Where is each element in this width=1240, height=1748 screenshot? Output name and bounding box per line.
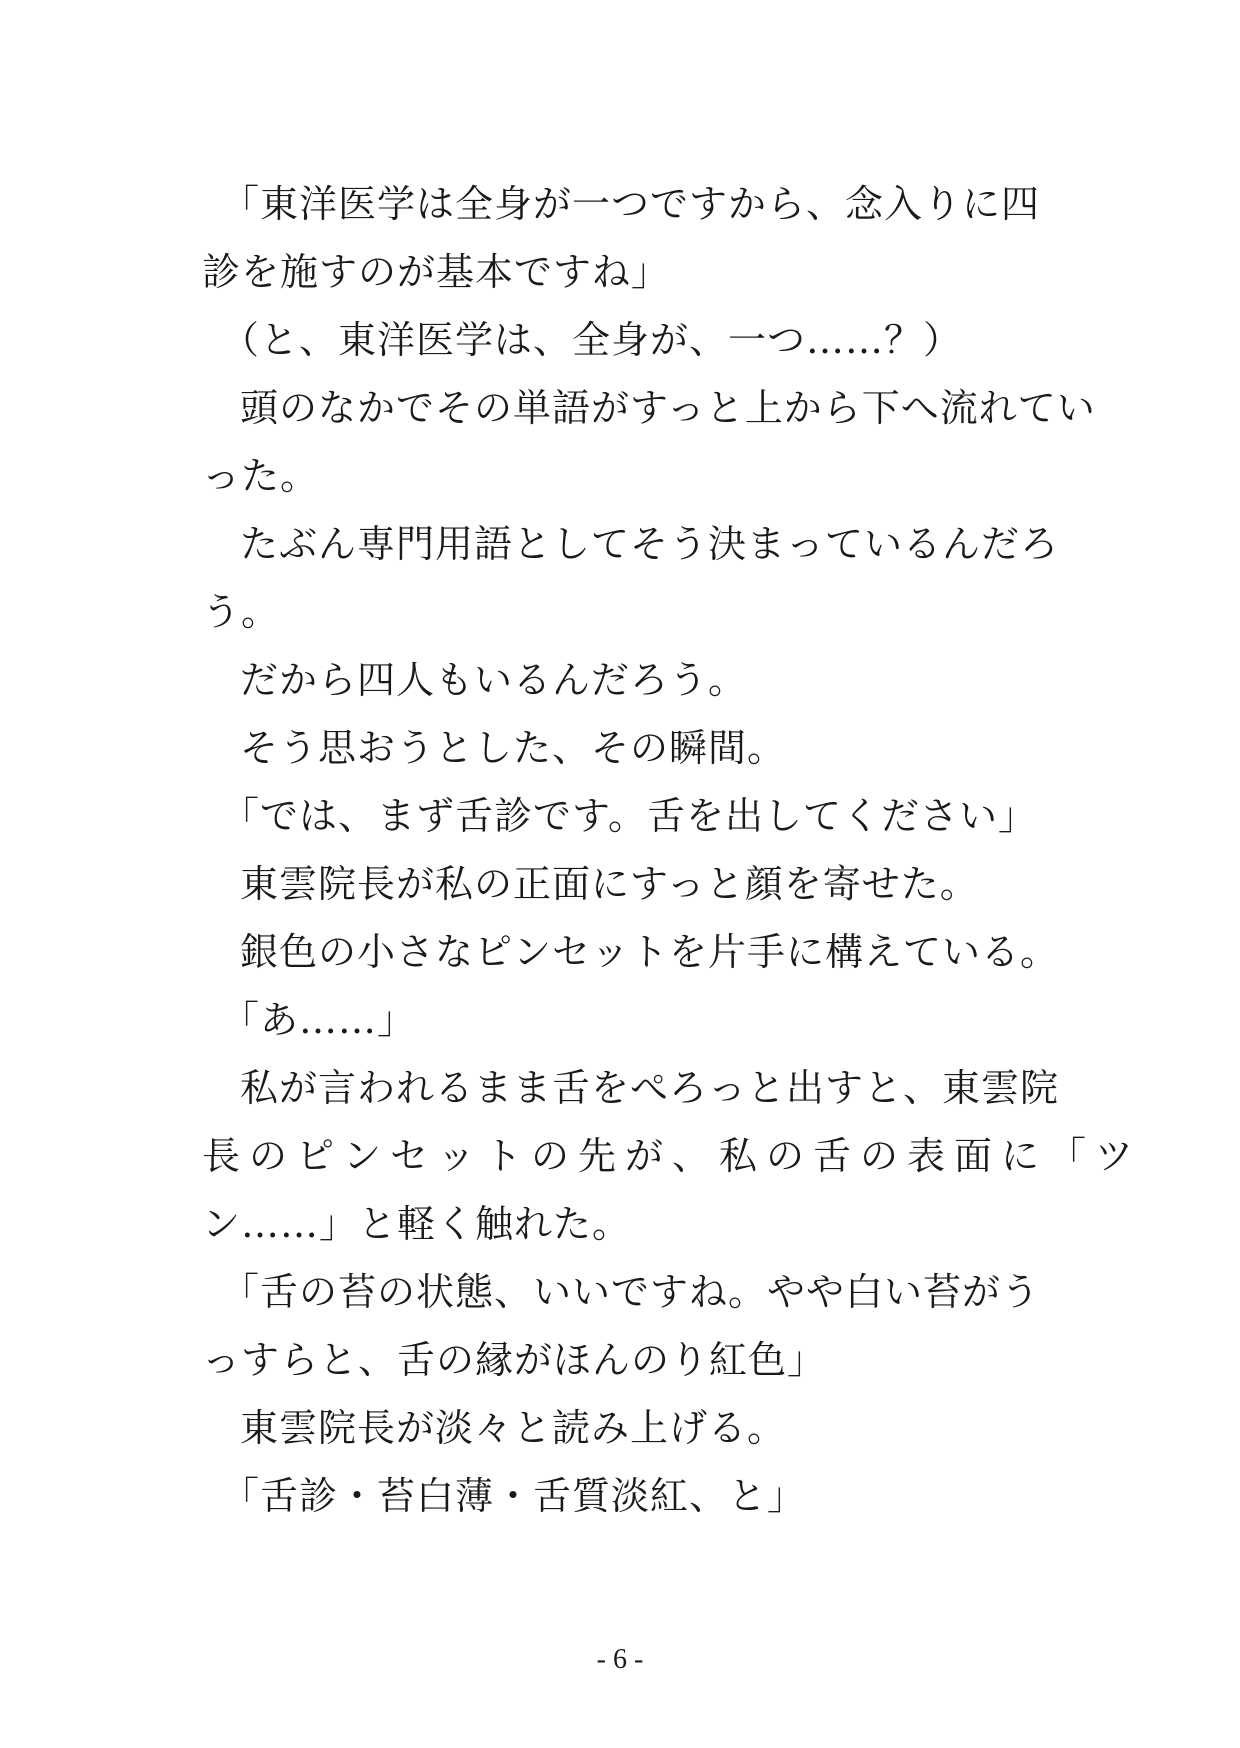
paragraph: [202, 850, 1052, 918]
text-line: う。: [202, 590, 281, 634]
text-line: ン……」と軽く触れた。: [202, 1202, 632, 1246]
text-line: 「では、まず舌診です。舌を出してください」: [221, 794, 1037, 838]
text-line: 長のピンセットの先が、私の舌の表面に「ツ: [202, 1134, 1143, 1178]
paragraph: [202, 510, 1060, 646]
text-line: っすらと、舌の縁がほんのり紅色」: [202, 1338, 827, 1382]
paragraph: [202, 918, 1060, 986]
text-line: そう思おうとした、その瞬間。: [240, 726, 787, 770]
text-line: 「舌診・苔白薄・舌質淡紅、と」: [221, 1474, 807, 1518]
text-line: 「東洋医学は全身が一つですから、念入りに四: [221, 182, 1041, 226]
paragraph: [202, 1462, 1052, 1530]
paragraph: [202, 374, 1096, 510]
body-text: [202, 170, 1143, 1530]
text-line: 診を施すのが基本ですね」: [202, 250, 671, 294]
paragraph: [202, 986, 1052, 1054]
text-line: 東雲院長が私の正面にすっと顔を寄せた。: [240, 862, 979, 906]
text-line: 「あ……」: [221, 998, 417, 1042]
paragraph: [202, 782, 1052, 850]
text-line: 銀色の小さなピンセットを片手に構えている。: [240, 930, 1060, 974]
paragraph: [202, 646, 1052, 714]
paragraph: [202, 714, 1052, 782]
text-line: だから四人もいるんだろう。: [240, 658, 748, 702]
text-line: （と、東洋医学は、全身が、一つ……？）: [221, 318, 963, 362]
paragraph: [202, 1054, 1143, 1258]
paragraph: [202, 1258, 1052, 1394]
text-line: 東雲院長が淡々と読み上げる。: [240, 1406, 787, 1450]
text-line: 「舌の苔の状態、いいですね。やや白い苔がう: [221, 1270, 1041, 1314]
page-number: - 6 -: [596, 1644, 644, 1675]
text-line: 頭のなかでその単語がすっと上から下へ流れてい: [240, 386, 1096, 430]
paragraph: [202, 170, 1052, 306]
text-line: 私が言われるまま舌をぺろっと出すと、東雲院: [240, 1066, 1060, 1110]
paragraph: [202, 1394, 1052, 1462]
paragraph: [202, 306, 1052, 374]
text-line: たぶん専門用語としてそう決まっているんだろ: [240, 522, 1060, 566]
text-line: った。: [202, 454, 320, 498]
